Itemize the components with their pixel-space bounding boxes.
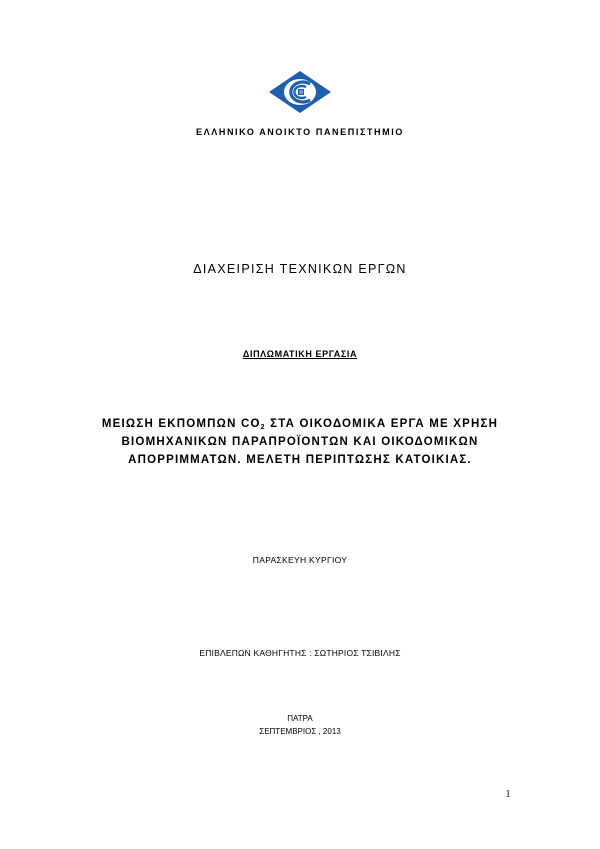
university-name: ΕΛΛΗΝΙΚΟ ΑΝΟΙΚΤΟ ΠΑΝΕΠΙΣΤΗΜΙΟ <box>196 127 404 137</box>
title-line-1 <box>0 415 600 433</box>
programme-name: ΔΙΑΧΕΙΡΙΣΗ ΤΕΧΝΙΚΩΝ ΕΡΓΩΝ <box>193 262 407 276</box>
title-line-1-before: ΜΕΙΩΣΗ ΕΚΠΟΜΠΩΝ CO <box>101 418 261 430</box>
supervisor-line: ΕΠΙΒΛΕΠΩΝ ΚΑΘΗΓΗΤΗΣ : ΣΩΤΗΡΙΟΣ ΤΣΙΒΙΛΗΣ <box>199 648 401 658</box>
title-line-2: ΒΙΟΜΗΧΑΝΙΚΩΝ ΠΑΡΑΠΡΟΪΟΝΤΩΝ ΚΑΙ ΟΙΚΟΔΟΜΙΚΩΝ <box>121 436 479 448</box>
date: ΣΕΠΤΕΜΒΡΙΟΣ , 2013 <box>259 727 341 736</box>
city: ΠΑΤΡΑ <box>287 714 313 723</box>
document-type-label: ΔΙΠΛΩΜΑΤΙΚΗ ΕΡΓΑΣΙΑ <box>242 349 358 359</box>
title-line-1-after: ΣΤΑ ΟΙΚΟΔΟΜΙΚΑ ΕΡΓΑ ΜΕ ΧΡΗΣΗ <box>265 418 499 430</box>
title-line-3: ΑΠΟΡΡΙΜΜΑΤΩΝ. ΜΕΛΕΤΗ ΠΕΡΙΠΤΩΣΗΣ ΚΑΤΟΙΚΙΑΣ. <box>128 454 472 466</box>
thesis-title <box>0 415 600 469</box>
university-logo-icon <box>268 70 332 114</box>
author-name: ΠΑΡΑΣΚΕΥΗ ΚΥΡΓΙΟΥ <box>252 555 348 565</box>
logo-graphic <box>268 70 332 114</box>
title-subscript: 2 <box>260 424 266 431</box>
document-type-heading <box>0 349 600 359</box>
page-number: 1 <box>505 789 511 800</box>
